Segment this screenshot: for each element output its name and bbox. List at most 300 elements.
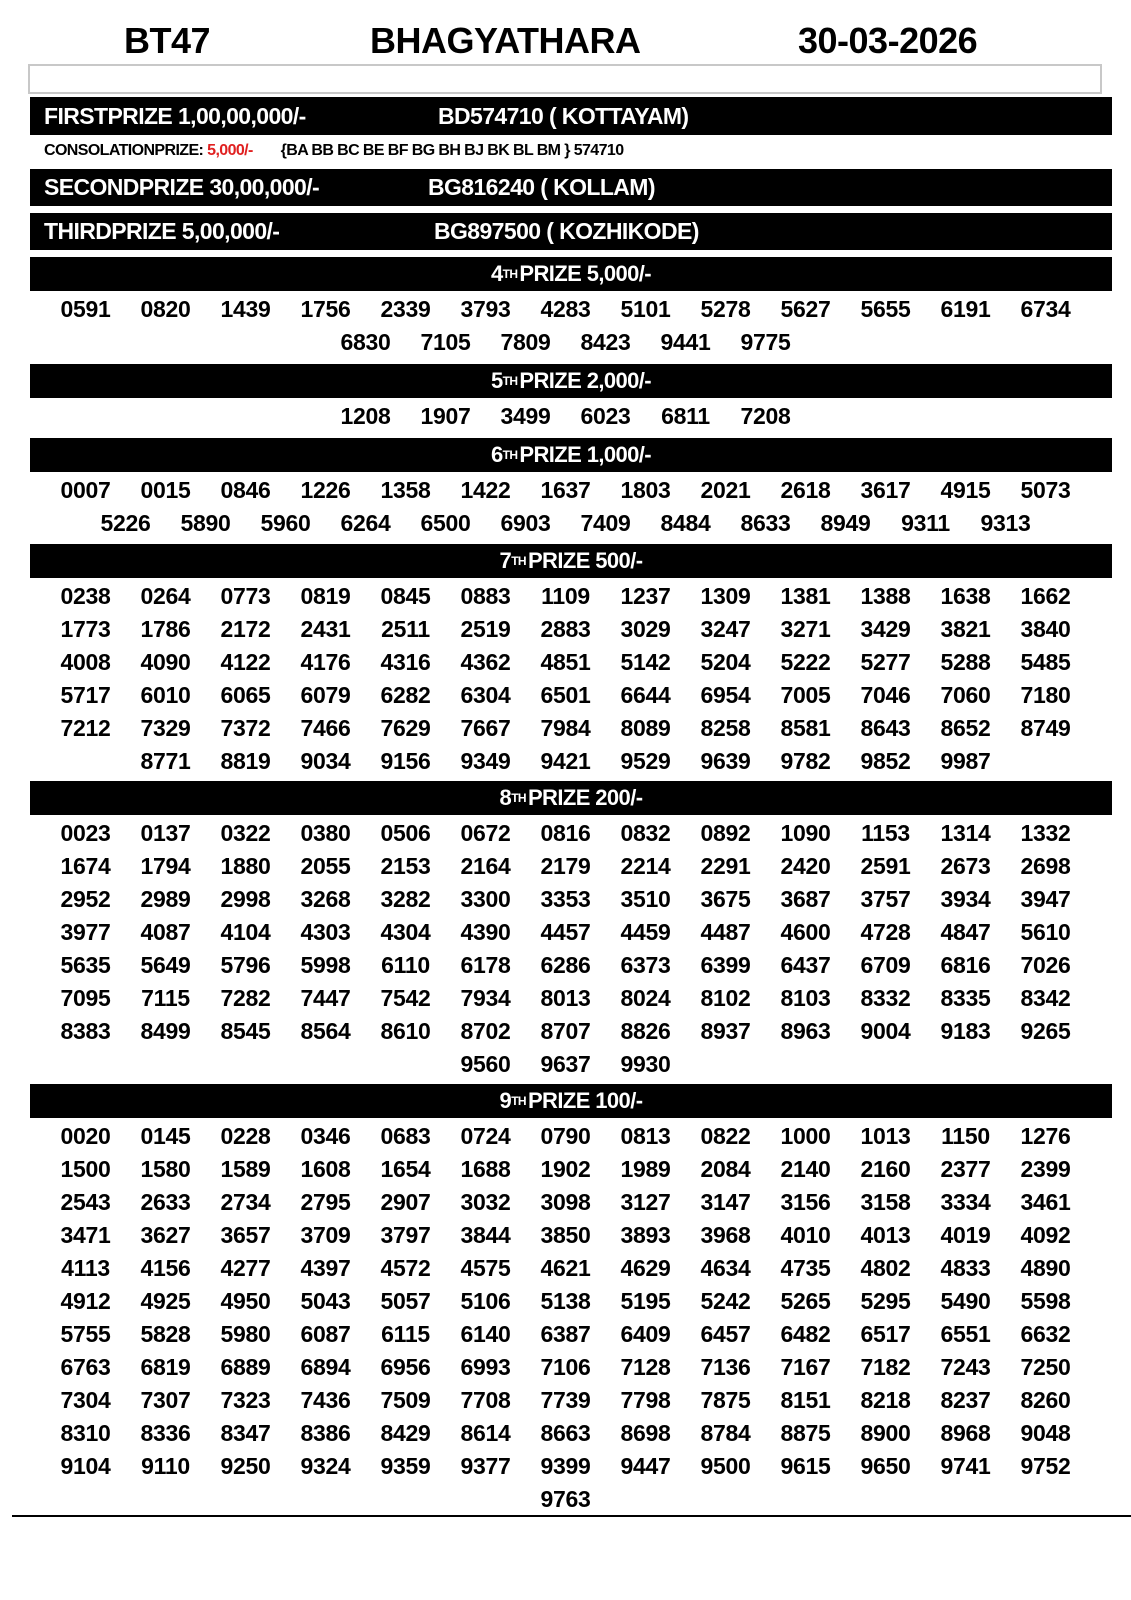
winning-number: 2734	[220, 1189, 271, 1215]
winning-number: 1208	[340, 403, 391, 429]
winning-number: 2511	[381, 616, 430, 642]
winning-number: 2172	[220, 616, 271, 642]
winning-number: 5277	[860, 649, 911, 675]
winning-number: 8749	[1020, 715, 1071, 741]
winning-number: 7136	[700, 1354, 751, 1380]
number-row	[0, 1318, 1131, 1351]
number-row	[0, 850, 1131, 883]
number-row	[0, 400, 1131, 433]
prize-ordinal: 4	[490, 261, 503, 286]
winning-number: 7372	[220, 715, 271, 741]
winning-number: 7509	[380, 1387, 431, 1413]
winning-number: 9034	[300, 748, 351, 774]
winning-number: 1358	[380, 477, 431, 503]
lottery-name: BHAGYATHARA	[370, 20, 641, 61]
winning-number: 7105	[420, 329, 471, 355]
winning-number: 5043	[300, 1288, 351, 1314]
number-row	[0, 1450, 1131, 1483]
winning-number: 4851	[540, 649, 591, 675]
winning-number: 6399	[700, 952, 751, 978]
winning-number: 1090	[780, 820, 831, 846]
winning-number: 0238	[60, 583, 111, 609]
winning-number: 5101	[620, 296, 671, 322]
winning-number: 8564	[300, 1018, 351, 1044]
winning-number: 4019	[940, 1222, 991, 1248]
winning-number: 2952	[60, 886, 111, 912]
winning-number: 8819	[220, 748, 271, 774]
prize-ordinal-suffix: TH	[511, 554, 526, 568]
winning-number: 9110	[141, 1453, 190, 1479]
winning-number: 0683	[380, 1123, 431, 1149]
winning-number: 1880	[220, 853, 271, 879]
number-row	[0, 1219, 1131, 1252]
number-row	[0, 817, 1131, 850]
winning-number: 6644	[620, 682, 671, 708]
winning-number: 5828	[140, 1321, 191, 1347]
winning-number: 2021	[700, 477, 751, 503]
winning-number: 7046	[860, 682, 911, 708]
winning-number: 2084	[700, 1156, 751, 1182]
winning-number: 8771	[140, 748, 191, 774]
winning-number: 1500	[60, 1156, 111, 1182]
winning-number: 4833	[940, 1255, 991, 1281]
winning-number: 7436	[300, 1387, 351, 1413]
winning-number: 3893	[620, 1222, 671, 1248]
number-row	[0, 883, 1131, 916]
winning-number: 1794	[140, 853, 191, 879]
prize-ordinal-suffix: TH	[502, 267, 518, 281]
winning-number: 7282	[220, 985, 271, 1011]
winning-number: 6501	[540, 682, 591, 708]
winning-number: 8698	[620, 1420, 671, 1446]
winning-number: 6387	[540, 1321, 591, 1347]
winning-number: 8103	[780, 985, 831, 1011]
winning-number: 0137	[140, 820, 191, 846]
winning-number: 4459	[620, 919, 671, 945]
number-row	[0, 1417, 1131, 1450]
winning-number: 7115	[141, 985, 190, 1011]
winning-number: 4629	[620, 1255, 671, 1281]
winning-number: 7323	[220, 1387, 271, 1413]
winning-number: 2179	[540, 853, 591, 879]
winning-number: 2883	[540, 616, 591, 642]
winning-number: 8581	[780, 715, 831, 741]
winning-number: 8089	[620, 715, 671, 741]
winning-number: 5295	[860, 1288, 911, 1314]
winning-number: 9775	[740, 329, 791, 355]
winning-number: 3127	[620, 1189, 671, 1215]
winning-number: 7208	[740, 403, 791, 429]
winning-number: 2907	[380, 1189, 431, 1215]
winning-number: 1332	[1020, 820, 1071, 846]
winning-number: 9377	[460, 1453, 511, 1479]
winning-number: 2339	[380, 296, 431, 322]
number-row	[0, 613, 1131, 646]
winning-number: 5265	[780, 1288, 831, 1314]
winning-number: 2633	[140, 1189, 191, 1215]
winning-number: 9183	[940, 1018, 991, 1044]
winning-number: 3271	[780, 616, 831, 642]
winning-number: 8218	[860, 1387, 911, 1413]
number-row	[0, 1186, 1131, 1219]
prize-label: PRIZE 2,000/-	[519, 368, 652, 393]
prize-ordinal-suffix: TH	[511, 791, 526, 805]
winning-number: 9987	[940, 748, 991, 774]
winning-number: 8968	[940, 1420, 991, 1446]
winning-number: 3334	[940, 1189, 991, 1215]
winning-number: 4634	[700, 1255, 751, 1281]
winning-number: 4122	[220, 649, 271, 675]
prize-8-header	[30, 781, 1112, 815]
winning-number: 5278	[700, 296, 751, 322]
winning-number: 4572	[380, 1255, 431, 1281]
prize-8-numbers	[0, 817, 1131, 1081]
winning-number: 7409	[580, 510, 631, 536]
winning-number: 6437	[780, 952, 831, 978]
winning-number: 6457	[700, 1321, 751, 1347]
winning-number: 3158	[860, 1189, 911, 1215]
winning-number: 2399	[1020, 1156, 1071, 1182]
second-prize-bar	[30, 169, 1112, 206]
draw-date: 30-03-2026	[798, 20, 978, 61]
second-prize-label: SECONDPRIZE 30,00,000/-	[44, 174, 320, 200]
winning-number: 8336	[140, 1420, 191, 1446]
winning-number: 5655	[860, 296, 911, 322]
winning-number: 8875	[780, 1420, 831, 1446]
winning-number: 5195	[620, 1288, 671, 1314]
winning-number: 6087	[300, 1321, 351, 1347]
winning-number: 1150	[941, 1123, 990, 1149]
winning-number: 3147	[700, 1189, 751, 1215]
number-row	[0, 982, 1131, 1015]
winning-number: 8784	[700, 1420, 751, 1446]
winning-number: 1773	[60, 616, 111, 642]
winning-number: 4113	[61, 1255, 110, 1281]
winning-number: 6819	[140, 1354, 191, 1380]
winning-number: 9529	[620, 748, 671, 774]
winning-number: 7809	[500, 329, 551, 355]
winning-number: 8332	[860, 985, 911, 1011]
winning-number: 5142	[620, 649, 671, 675]
winning-number: 5960	[260, 510, 311, 536]
winning-number: 4950	[220, 1288, 271, 1314]
winning-number: 1309	[700, 583, 751, 609]
first-prize-winner: BD574710 ( KOTTAYAM)	[438, 102, 689, 129]
winning-number: 6993	[460, 1354, 511, 1380]
winning-number: 4176	[300, 649, 351, 675]
winning-number: 3032	[460, 1189, 511, 1215]
winning-number: 9313	[980, 510, 1031, 536]
winning-number: 2291	[700, 853, 751, 879]
winning-number: 7212	[60, 715, 111, 741]
number-row	[0, 1483, 1131, 1516]
winning-number: 2989	[140, 886, 191, 912]
consolation-series: {BA BB BC BE BF BG BH BJ BK BL BM } 574710	[280, 142, 624, 159]
winning-number: 0020	[60, 1123, 111, 1149]
winning-number: 6286	[540, 952, 591, 978]
winning-number: 4457	[540, 919, 591, 945]
winning-number: 8237	[940, 1387, 991, 1413]
winning-number: 7304	[60, 1387, 111, 1413]
winning-number: 7095	[60, 985, 111, 1011]
winning-number: 3156	[780, 1189, 831, 1215]
winning-number: 9615	[780, 1453, 831, 1479]
winning-number: 0846	[220, 477, 271, 503]
winning-number: 4156	[140, 1255, 191, 1281]
winning-number: 0883	[460, 583, 511, 609]
winning-number: 3850	[540, 1222, 591, 1248]
winning-number: 3840	[1020, 616, 1071, 642]
winning-number: 2164	[460, 853, 511, 879]
winning-number: 5627	[780, 296, 831, 322]
winning-number: 1276	[1020, 1123, 1071, 1149]
prize-ordinal: 5	[490, 368, 503, 393]
number-row	[0, 1153, 1131, 1186]
winning-number: 5288	[940, 649, 991, 675]
winning-number: 7466	[300, 715, 351, 741]
third-prize-label: THIRDPRIZE 5,00,000/-	[44, 218, 280, 244]
number-row	[0, 1015, 1131, 1048]
winning-number: 8260	[1020, 1387, 1071, 1413]
winning-number: 4802	[860, 1255, 911, 1281]
winning-number: 8310	[60, 1420, 111, 1446]
winning-number: 1902	[540, 1156, 591, 1182]
winning-number: 7542	[380, 985, 431, 1011]
number-row	[0, 679, 1131, 712]
winning-number: 7180	[1020, 682, 1071, 708]
winning-number: 4925	[140, 1288, 191, 1314]
winning-number: 2140	[780, 1156, 831, 1182]
winning-number: 4621	[540, 1255, 591, 1281]
winning-number: 3709	[300, 1222, 351, 1248]
number-row	[0, 1120, 1131, 1153]
winning-number: 9104	[60, 1453, 111, 1479]
winning-number: 8347	[220, 1420, 271, 1446]
winning-number: 6023	[580, 403, 631, 429]
winning-number: 0145	[140, 1123, 191, 1149]
winning-number: 4316	[380, 649, 431, 675]
winning-number: 5490	[940, 1288, 991, 1314]
winning-number: 1989	[620, 1156, 671, 1182]
winning-number: 2431	[300, 616, 351, 642]
winning-number: 3617	[860, 477, 911, 503]
first-prize-label: FIRSTPRIZE 1,00,00,000/-	[44, 102, 306, 129]
number-row	[0, 916, 1131, 949]
winning-number: 5106	[460, 1288, 511, 1314]
winning-number: 6282	[380, 682, 431, 708]
winning-number: 0228	[220, 1123, 271, 1149]
winning-number: 8643	[860, 715, 911, 741]
title-row	[0, 14, 1131, 64]
winning-number: 2998	[220, 886, 271, 912]
winning-number: 6889	[220, 1354, 271, 1380]
prize-ordinal: 8	[499, 785, 512, 810]
winning-number: 6079	[300, 682, 351, 708]
winning-number: 7060	[940, 682, 991, 708]
winning-number: 4013	[860, 1222, 911, 1248]
winning-number: 9447	[620, 1453, 671, 1479]
winning-number: 3657	[220, 1222, 271, 1248]
winning-number: 3499	[500, 403, 551, 429]
winning-number: 9560	[460, 1051, 511, 1077]
winning-number: 6191	[940, 296, 991, 322]
winning-number: 4390	[460, 919, 511, 945]
winning-number: 1608	[300, 1156, 351, 1182]
winning-number: 5635	[60, 952, 111, 978]
winning-number: 5998	[300, 952, 351, 978]
winning-number: 9852	[860, 748, 911, 774]
prize-ordinal: 7	[499, 548, 512, 573]
winning-number: 6264	[340, 510, 391, 536]
winning-number: 4397	[300, 1255, 351, 1281]
winning-number: 1589	[220, 1156, 271, 1182]
winning-number: 7629	[380, 715, 431, 741]
winning-number: 4728	[860, 919, 911, 945]
winning-number: 4575	[460, 1255, 511, 1281]
prize-7-numbers	[0, 580, 1131, 778]
winning-number: 5717	[60, 682, 111, 708]
winning-number: 3029	[620, 616, 671, 642]
winning-number: 7667	[460, 715, 511, 741]
prize-ordinal: 6	[490, 442, 503, 467]
winning-number: 5226	[100, 510, 151, 536]
winning-number: 4890	[1020, 1255, 1071, 1281]
winning-number: 8610	[380, 1018, 431, 1044]
winning-number: 4735	[780, 1255, 831, 1281]
winning-number: 5204	[700, 649, 751, 675]
winning-number: 0790	[540, 1123, 591, 1149]
winning-number: 2795	[300, 1189, 351, 1215]
winning-number: 9637	[540, 1051, 591, 1077]
winning-number: 6632	[1020, 1321, 1071, 1347]
winning-number: 9048	[1020, 1420, 1071, 1446]
winning-number: 0820	[140, 296, 191, 322]
number-row	[0, 580, 1131, 613]
winning-number: 2377	[940, 1156, 991, 1182]
number-row	[0, 745, 1131, 778]
winning-number: 8937	[700, 1018, 751, 1044]
winning-number: 8484	[660, 510, 711, 536]
winning-number: 7250	[1020, 1354, 1071, 1380]
bottom-divider	[12, 1515, 1131, 1517]
winning-number: 2543	[60, 1189, 111, 1215]
winning-number: 3793	[460, 296, 511, 322]
winning-number: 6956	[380, 1354, 431, 1380]
winning-number: 4304	[380, 919, 431, 945]
winning-number: 6734	[1020, 296, 1071, 322]
winning-number: 4010	[780, 1222, 831, 1248]
winning-number: 8652	[940, 715, 991, 741]
winning-number: 0346	[300, 1123, 351, 1149]
winning-number: 5755	[60, 1321, 111, 1347]
winning-number: 6065	[220, 682, 271, 708]
winning-number: 7329	[140, 715, 191, 741]
winning-number: 0892	[700, 820, 751, 846]
prize-5-header	[30, 364, 1112, 398]
winning-number: 5073	[1020, 477, 1071, 503]
winning-number: 3300	[460, 886, 511, 912]
draw-code: BT47	[124, 20, 211, 61]
winning-number: 6763	[60, 1354, 111, 1380]
winning-number: 9004	[860, 1018, 911, 1044]
winning-number: 3675	[700, 886, 751, 912]
winning-number: 9741	[940, 1453, 991, 1479]
winning-number: 1226	[300, 477, 351, 503]
winning-number: 3461	[1020, 1189, 1071, 1215]
winning-number: 4277	[220, 1255, 271, 1281]
winning-number: 0773	[220, 583, 271, 609]
winning-number: 3821	[940, 616, 991, 642]
winning-number: 6709	[860, 952, 911, 978]
winning-number: 7167	[780, 1354, 831, 1380]
winning-number: 9349	[460, 748, 511, 774]
winning-number: 7128	[620, 1354, 671, 1380]
winning-number: 3353	[540, 886, 591, 912]
winning-number: 3844	[460, 1222, 511, 1248]
winning-number: 5057	[380, 1288, 431, 1314]
number-row	[0, 474, 1131, 507]
winning-number: 1580	[140, 1156, 191, 1182]
winning-number: 3977	[60, 919, 111, 945]
winning-number: 0822	[700, 1123, 751, 1149]
winning-number: 7005	[780, 682, 831, 708]
third-prize-bar	[30, 213, 1112, 250]
winning-number: 6894	[300, 1354, 351, 1380]
winning-number: 7875	[700, 1387, 751, 1413]
winning-number: 4087	[140, 919, 191, 945]
winning-number: 8963	[780, 1018, 831, 1044]
winning-number: 8258	[700, 715, 751, 741]
winning-number: 6816	[940, 952, 991, 978]
winning-number: 3282	[380, 886, 431, 912]
winning-number: 4362	[460, 649, 511, 675]
winning-number: 8707	[540, 1018, 591, 1044]
number-row	[0, 949, 1131, 982]
winning-number: 0506	[380, 820, 431, 846]
number-row	[0, 293, 1131, 326]
winning-number: 6811	[661, 403, 710, 429]
number-row	[0, 1384, 1131, 1417]
winning-number: 4487	[700, 919, 751, 945]
consolation-prize	[44, 142, 624, 160]
winning-number: 1314	[940, 820, 991, 846]
winning-number: 2618	[780, 477, 831, 503]
winning-number: 8663	[540, 1420, 591, 1446]
prize-4-numbers	[0, 293, 1131, 359]
winning-number: 8342	[1020, 985, 1071, 1011]
prize-label: PRIZE 100/-	[527, 1088, 643, 1113]
winning-number: 6551	[940, 1321, 991, 1347]
winning-number: 7026	[1020, 952, 1071, 978]
winning-number: 0007	[60, 477, 111, 503]
winning-number: 4008	[60, 649, 111, 675]
winning-number: 5796	[220, 952, 271, 978]
winning-number: 6140	[460, 1321, 511, 1347]
consolation-label: CONSOLATIONPRIZE:	[44, 142, 204, 159]
winning-number: 8383	[60, 1018, 111, 1044]
winning-number: 6115	[381, 1321, 430, 1347]
winning-number: 1000	[780, 1123, 831, 1149]
winning-number: 1422	[460, 477, 511, 503]
winning-number: 9752	[1020, 1453, 1071, 1479]
winning-number: 1013	[860, 1123, 911, 1149]
winning-number: 1153	[861, 820, 910, 846]
winning-number: 0023	[60, 820, 111, 846]
winning-number: 6517	[860, 1321, 911, 1347]
winning-number: 8386	[300, 1420, 351, 1446]
winning-number: 7708	[460, 1387, 511, 1413]
prize-6-numbers	[0, 474, 1131, 540]
